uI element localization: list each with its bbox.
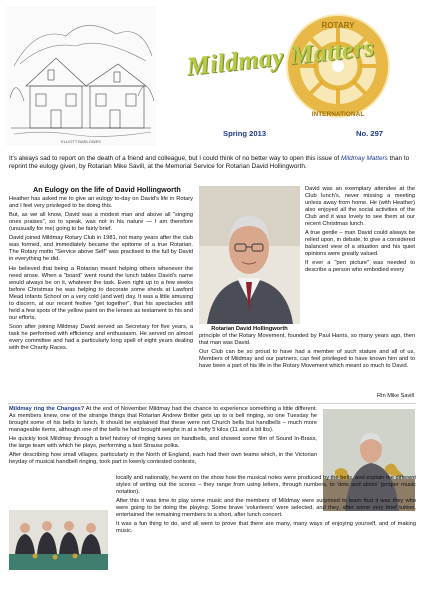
logo-top-text: ROTARY [321, 21, 355, 30]
eulogy-paragraph: But, as we all know, David was a modest man and above all "singing ones praises", so to speak, was not in his nature — I am therefore (unusually for me) going to be fairly brief. [9, 212, 193, 233]
bells-article [9, 406, 317, 469]
eulogy-paragraph: A true gentle – man David could always be relied upon, in debate, to give a considered balanced view of a situation and his quiet opinions were greatly valued. [305, 230, 415, 258]
bells-intro-text: At the end of November Mildmay had the chance to experience something a little different. As members knew, one of the strange things that Rotarian Andrew Britter gets up to is bell ringing, so one Tuesday he brought some of his bells to lunch. It should be explained that these were not Church bells but handbells – much more manageable items, although one of the bells he had brought weighs in at a hefty 5 kilos (11 and a bit lbs). [9, 406, 317, 433]
section-divider [8, 403, 416, 404]
intro-publication-name: Mildmay Matters [340, 155, 388, 162]
issue-number: No. 297 [356, 129, 384, 138]
eulogy-paragraph: If ever a "pen picture" was needed to describe a person who embodied every [305, 260, 415, 274]
eulogy-continuation [199, 333, 415, 372]
intro-text-1: It's always sad to report on the death of a friend and colleague, but I could think of no better way to open this issue of [9, 155, 341, 162]
eulogy-left-column [9, 196, 193, 354]
logo-bottom-text: INTERNATIONAL [311, 111, 365, 118]
bells-article-continued [116, 475, 416, 538]
eulogy-paragraph: David was an exemplary attendee at the Club lunch's, never missing a meeting unless away from home. He (with Heather) also enjoyed all the social activities of the Club and it was lovely to see them at our recent Christmas lunch. [305, 186, 415, 227]
eulogy-paragraph: Our Club can be so proud to have had a member of such stature and all of us, Members of Mildmay and our partners, can feel privileged to have known him and to have been a part of his life in the Rotary Movement which meant so much to David. [199, 349, 415, 370]
bells-paragraph: It was a fun thing to do, and all went to prove that there are many, many ways of enjoying yourself, and of making music. [116, 521, 416, 535]
bells-paragraph: He quickly took Mildmay through a brief history of ringing tunes on handbells, and showed some film of Sound In-Brass, the large team with which he plays, performing a fast Strauss polka. [9, 436, 317, 450]
bells-intro [9, 406, 317, 434]
eulogy-paragraph: He believed that being a Rotarian meant helping others whenever the need arose. When a "board" went round the lunch tables David's name would always be on it, whatever the task. Even right up to a few weeks before Christmas he was helping to decorate some sheds at Lawford Mead Infants School on a very cold (and wet) day. It was a little amusing to discern, at our recent festive "get together", that his spectacles still held a few spots of the yellow paint on the lenses as testament to his and our efforts. [9, 265, 194, 321]
eulogy-paragraph: principle of the Rotary Movement, founded by Paul Harris, so many years ago, then that man was David. [199, 333, 415, 346]
eulogy-paragraph: Heather has asked me to give an eulogy to-day on David's life in Rotary and I feel very privileged to be doing this. [9, 196, 193, 209]
photo-caption: Rotarian David Hollingworth [211, 326, 288, 332]
eulogy-heading: An Eulogy on the life of David Hollingworth [33, 185, 181, 194]
eulogy-paragraph: David joined Mildmay Rotary Club in 1981, not many years after the club was formed, and immediately became the epitome of a true Rotarian. The Rotary motto "Service above Self" was practised to the full by David in everything he did. [9, 235, 193, 263]
eulogy-signoff: Rtn Mike Savill [377, 393, 414, 399]
members-group-photo [9, 510, 108, 570]
issue-date: Spring 2013 [223, 129, 267, 138]
bells-paragraph: locally and nationally, he went on the show how the musical notes were produced by the bells, and explain the different styles of writing out the scores – they range from using letters, through numbers, to 'dots and sticks' (proper music notation). [116, 475, 416, 495]
sketch-caption: ELLIOTT BARLOWES [61, 139, 101, 144]
masthead-title: Mildmay Matters [185, 32, 376, 82]
eulogy-paragraph: Soon after joining Mildmay David served as Secretary for five years, a task he performed with efficiency and enthusiasm. He served on almost every committee and had a particularly long spell of eight years dealing with the Charity Races. [9, 323, 193, 351]
intro-paragraph [9, 155, 415, 171]
eulogy-right-column [305, 186, 415, 277]
bells-paragraph: After describing how small villages, particularly in the North of England, each had their own teams which, in the Victorian heyday of musical handbell ringing, took part in keenly contested contests, [9, 452, 317, 466]
bells-heading: Mildmay ring the Changes? [9, 406, 85, 412]
bells-paragraph: After this it was time to play some music and the members of Mildmay were surprised to learn that it was they who were going to be doing the playing. Some brave 'volunteers' were selected, and they, after some very brief tuition, entertained the remaining members to a short, after lunch concert. [116, 498, 416, 519]
intro-text-2: than to reprint the eulogy given, by Rotarian Mike Savill, at the Memorial Service for Rotarian David Hollingworth. [9, 155, 410, 170]
david-portrait-photo [199, 186, 300, 324]
building-sketch [6, 6, 156, 146]
